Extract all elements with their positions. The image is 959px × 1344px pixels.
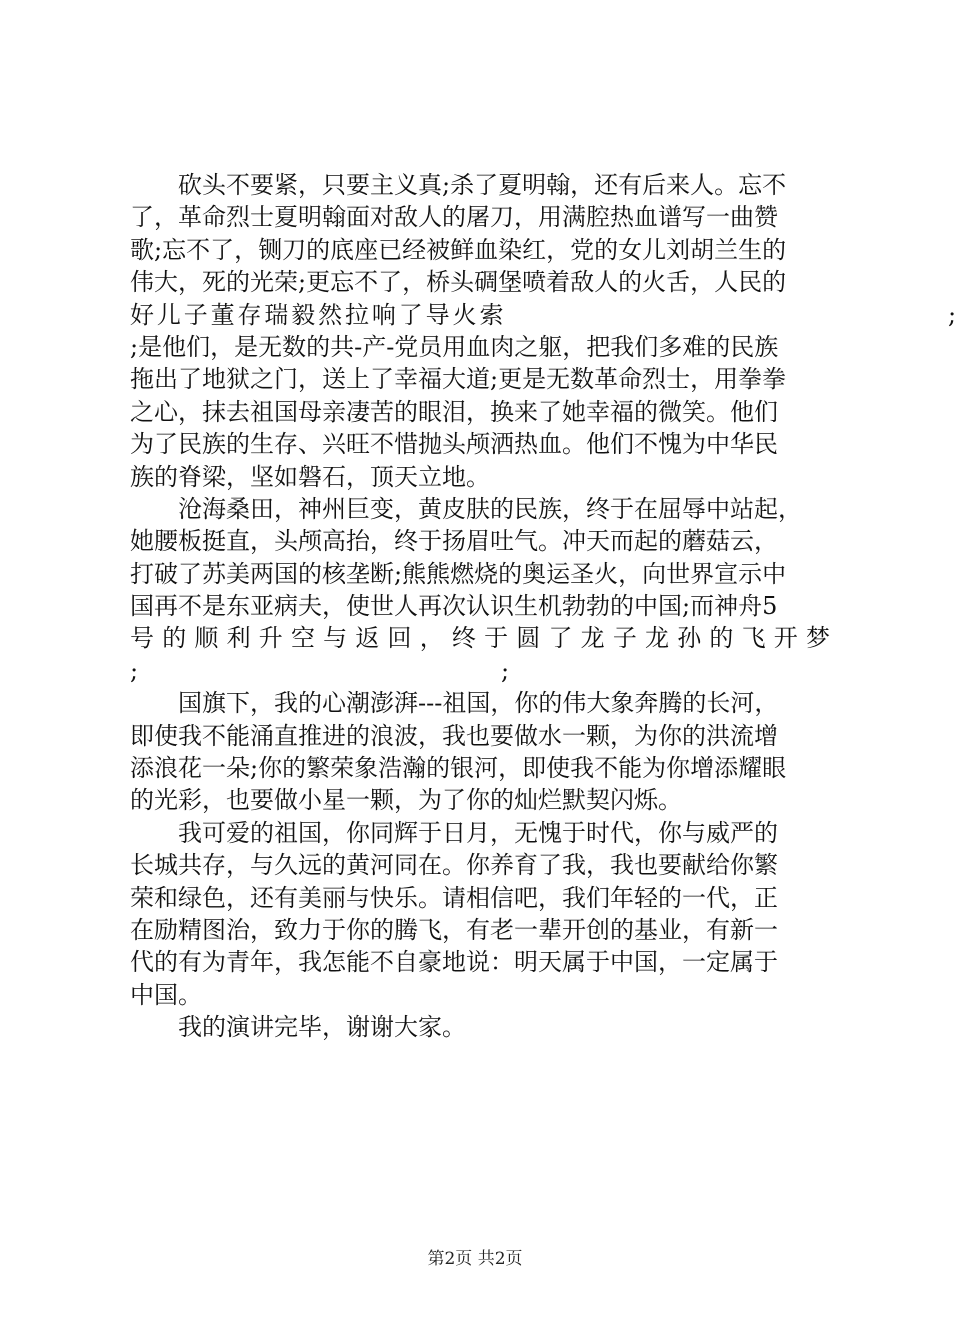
text-line: 在励精图治，致力于你的腾飞，有老一辈开创的基业，有新一 [130,915,778,944]
text-line: 打破了苏美两国的核垄断;熊熊燃烧的奥运圣火，向世界宣示中 [130,559,787,588]
text-line: 长城共存，与久远的黄河同在。你养育了我，我也要献给你繁 [130,851,778,880]
text-line [130,299,959,331]
text-line: 伟大，死的光荣;更忘不了，桥头碉堡喷着敌人的火舌，人民的 [130,268,787,297]
text-line: 荣和绿色，还有美丽与快乐。请相信吧，我们年轻的一代，正 [130,883,778,912]
text-line: 族的脊梁，坚如磐石，顶天立地。 [130,462,490,491]
text-line: ;是他们，是无数的共-产-党员用血肉之躯，把我们多难的民族 [130,332,779,361]
dangling-semicolon: ; [501,656,510,685]
dangling-semicolon: ; [948,300,959,329]
text-line: 拖出了地狱之门，送上了幸福大道;更是无数革命烈士，用拳拳 [130,365,787,394]
text-line: 砍头不要紧，只要主义真;杀了夏明翰，还有后来人。忘不 [178,171,787,199]
text-line: 号的顺利升空与返回，终于圆了龙子龙孙的飞开梦 [130,624,830,653]
page-number: 第2页 共2页 [427,1249,523,1269]
speech-body [130,169,959,1044]
text-line: 的光彩，也要做小星一颗，为了你的灿烂默契闪烁。 [130,786,682,815]
text-line-fragment: 好儿子董存瑞毅然拉响了导火索 [130,300,507,329]
text-line: 歌;忘不了，铡刀的底座已经被鲜血染红，党的女儿刘胡兰生的 [130,235,787,264]
text-line: 我可爱的祖国，你同辉于日月，无愧于时代，你与威严的 [178,818,778,847]
text-line: 中国。 [130,980,202,1009]
page-footer [0,1244,950,1269]
text-line: 了，革命烈士夏明翰面对敌人的屠刀，用满腔热血谱写一曲赞 [130,203,778,232]
text-line: 为了民族的生存、兴旺不惜抛头颅洒热血。他们不愧为中华民 [130,430,778,459]
text-line: 之心，抹去祖国母亲凄苦的眼泪，换来了她幸福的微笑。他们 [130,397,778,426]
text-line: 国旗下，我的心潮澎湃---祖国，你的伟大象奔腾的长河， [178,689,779,718]
text-line: 国再不是东亚病夫，使世人再次认识生机勃勃的中国;而神舟5 [130,592,778,621]
text-line: 沧海桑田，神州巨变，黄皮肤的民族，终于在屈辱中站起， [178,494,802,523]
text-line: 代的有为青年，我怎能不自豪地说：明天属于中国，一定属于 [130,948,778,977]
text-line [130,655,830,687]
text-line: 即使我不能涌直推进的浪波，我也要做水一颗，为你的洪流增 [130,721,778,750]
text-line: 我的演讲完毕，谢谢大家。 [178,1013,466,1042]
text-line: 添浪花一朵;你的繁荣象浩瀚的银河，即使我不能为你增添耀眼 [130,754,787,783]
text-line: 她腰板挺直，头颅高抬，终于扬眉吐气。冲天而起的蘑菇云， [130,527,778,556]
dangling-semicolon: ; [130,656,139,685]
